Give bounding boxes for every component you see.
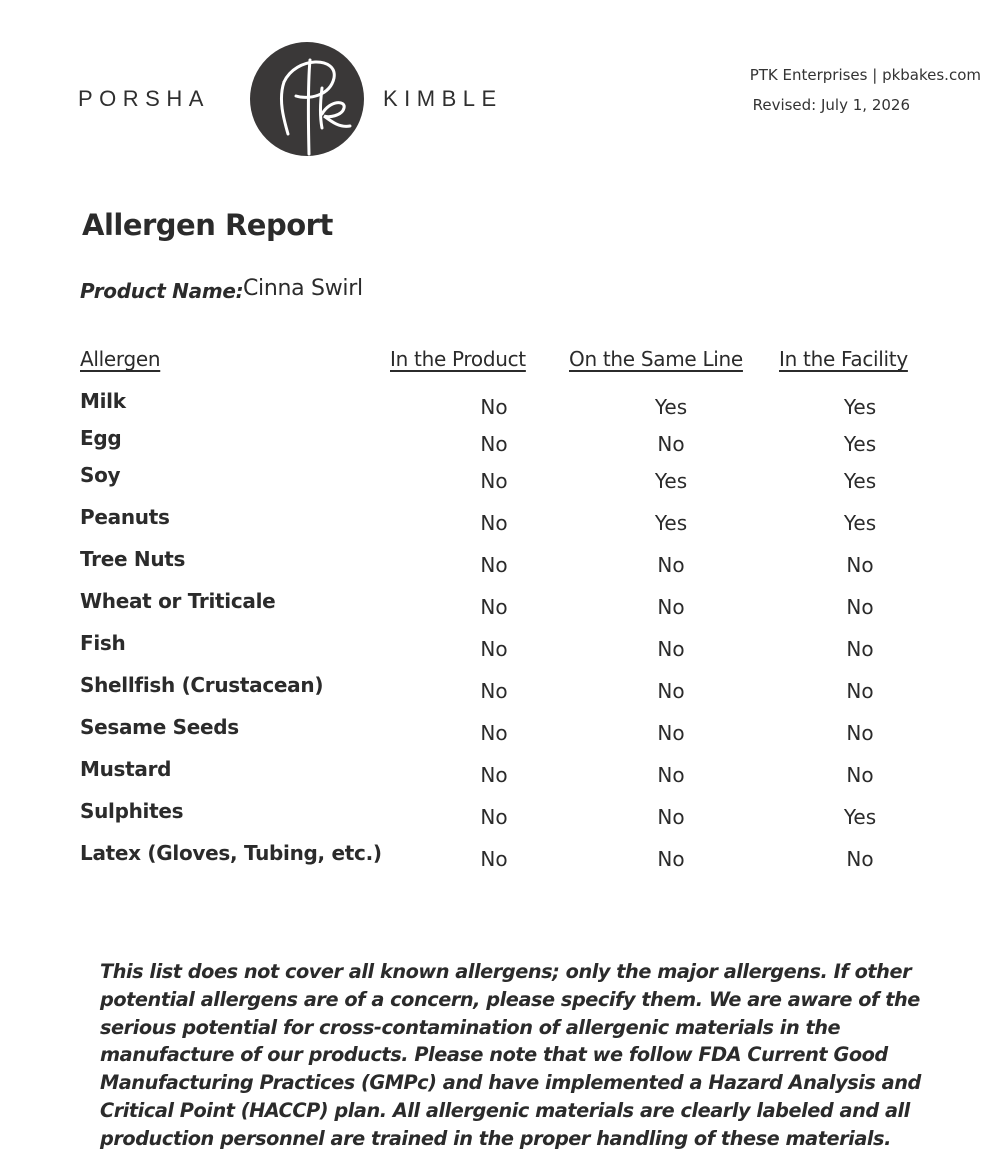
in-product-value: No [480, 721, 508, 745]
allergen-name: Wheat or Triticale [80, 589, 276, 613]
in-facility-value: No [846, 847, 874, 871]
allergen-name: Egg [80, 426, 122, 450]
same-line-value: No [657, 805, 685, 829]
allergen-name: Fish [80, 631, 126, 655]
same-line-value: No [657, 847, 685, 871]
in-facility-value: No [846, 763, 874, 787]
in-product-value: No [480, 679, 508, 703]
column-header-allergen: Allergen [80, 347, 161, 371]
table-row [0, 841, 990, 871]
allergen-name: Sesame Seeds [80, 715, 239, 739]
in-facility-value: Yes [843, 511, 877, 535]
allergen-name: Sulphites [80, 799, 184, 823]
company-info: PTK Enterprises | pkbakes.com [749, 66, 981, 84]
table-row [0, 799, 990, 829]
in-facility-value: Yes [843, 395, 877, 419]
page-title: Allergen Report [82, 208, 333, 242]
in-facility-value: No [846, 637, 874, 661]
in-facility-value: No [846, 721, 874, 745]
in-product-value: No [480, 847, 508, 871]
allergen-name: Tree Nuts [80, 547, 186, 571]
product-name-label: Product Name: [80, 279, 244, 303]
disclaimer-text: This list does not cover all known allergens; only the major allergens. If other potential allergens are of a concern, please specify them. We are aware of the serious potential for cross-contamination of allergenic materials in the manufacture of our products. Please note that we follow FDA Current Good Manufacturing Practices (GMPc) and have implemented a Hazard Analysis and Critical Point (HACCP) plan. All allergenic materials are clearly labeled and all production personnel are trained in the proper handling of these materials. [100, 960, 921, 1150]
column-header-in-product: In the Product [390, 347, 526, 371]
same-line-value: No [657, 763, 685, 787]
allergen-name: Peanuts [80, 505, 170, 529]
table-row [0, 757, 990, 787]
same-line-value: Yes [654, 511, 688, 535]
product-name-value: Cinna Swirl [243, 276, 363, 301]
in-product-value: No [480, 469, 508, 493]
in-product-value: No [480, 637, 508, 661]
logo-monogram-icon [248, 42, 366, 156]
allergen-name: Soy [80, 463, 121, 487]
logo-text-first-name: PORSHA [78, 86, 210, 111]
in-facility-value: Yes [843, 805, 877, 829]
in-product-value: No [480, 763, 508, 787]
in-product-value: No [480, 511, 508, 535]
in-product-value: No [480, 805, 508, 829]
allergen-name: Shellfish (Crustacean) [80, 673, 324, 697]
logo-text-last-name: KIMBLE [383, 86, 503, 111]
table-row [0, 389, 990, 419]
column-header-same-line: On the Same Line [569, 347, 743, 371]
table-row [0, 547, 990, 577]
table-row [0, 505, 990, 535]
in-product-value: No [480, 595, 508, 619]
table-row [0, 631, 990, 661]
table-row [0, 673, 990, 703]
in-facility-value: No [846, 553, 874, 577]
table-row [0, 426, 990, 456]
table-row [0, 463, 990, 493]
table-row [0, 715, 990, 745]
same-line-value: No [657, 679, 685, 703]
same-line-value: Yes [654, 395, 688, 419]
same-line-value: Yes [654, 469, 688, 493]
same-line-value: No [657, 595, 685, 619]
same-line-value: No [657, 432, 685, 456]
in-facility-value: Yes [843, 432, 877, 456]
column-header-in-facility: In the Facility [779, 347, 908, 371]
table-row [0, 589, 990, 619]
in-product-value: No [480, 395, 508, 419]
in-facility-value: Yes [843, 469, 877, 493]
allergen-name: Latex (Gloves, Tubing, etc.) [80, 841, 382, 865]
in-product-value: No [480, 553, 508, 577]
same-line-value: No [657, 553, 685, 577]
revised-date: Revised: July 1, 2026 [752, 96, 910, 114]
same-line-value: No [657, 721, 685, 745]
in-facility-value: No [846, 679, 874, 703]
in-product-value: No [480, 432, 508, 456]
allergen-name: Milk [80, 389, 126, 413]
in-facility-value: No [846, 595, 874, 619]
allergen-name: Mustard [80, 757, 172, 781]
same-line-value: No [657, 637, 685, 661]
